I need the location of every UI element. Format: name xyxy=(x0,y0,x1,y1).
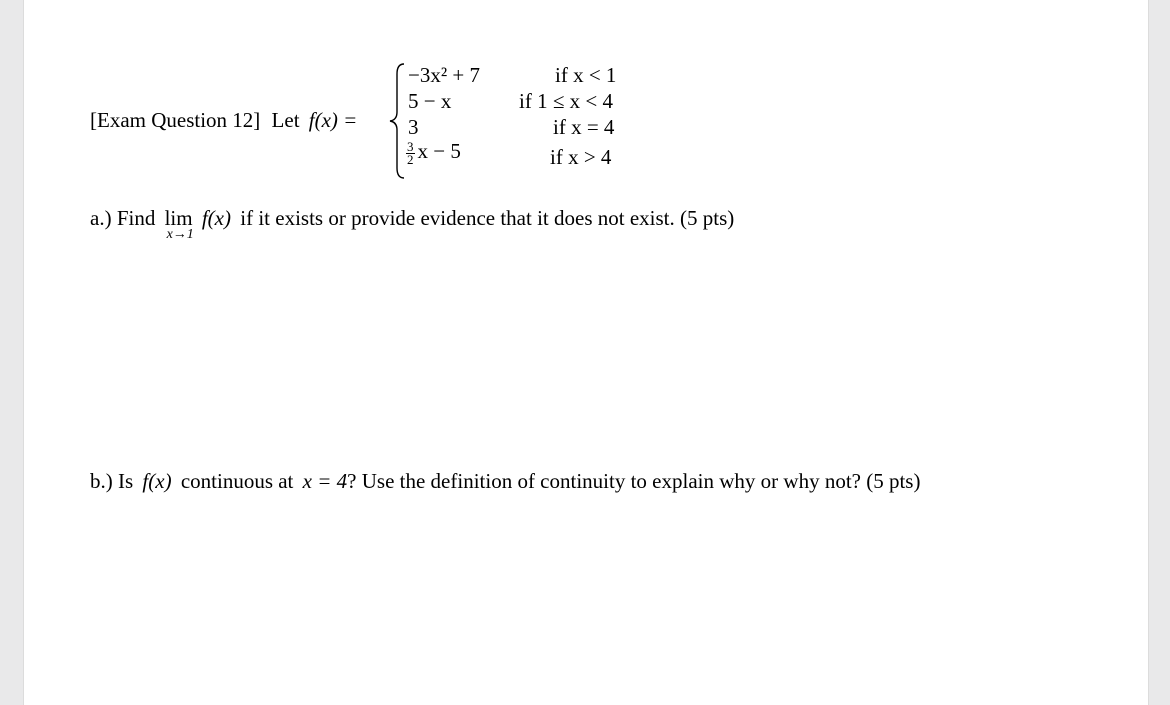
part-b-condition: x = 4 xyxy=(302,469,348,493)
part-a-prefix: a.) Find xyxy=(90,206,156,230)
function-name: f(x) = xyxy=(308,108,358,132)
let-word: Let xyxy=(271,108,300,132)
part-a-line xyxy=(90,206,735,242)
case-4-cond: if x > 4 xyxy=(550,145,612,169)
part-b-middle: continuous at xyxy=(180,469,294,493)
case-2-cond: if 1 ≤ x < 4 xyxy=(519,89,613,113)
lim-text: lim xyxy=(164,206,193,230)
case-3-expr: 3 xyxy=(408,115,419,139)
case-4-fraction: $\frac{3}{2}$ xyxy=(407,138,414,167)
piecewise-brace xyxy=(388,62,406,180)
document-page xyxy=(23,0,1149,705)
case-3-cond: if x = 4 xyxy=(553,115,615,139)
case-4-expr xyxy=(406,139,461,166)
case-1-cond: if x < 1 xyxy=(555,63,617,87)
case-2-expr: 5 − x xyxy=(408,89,452,113)
lim-subscript: x→1 xyxy=(166,227,194,242)
limit-operator xyxy=(164,206,194,242)
question-label-line xyxy=(90,108,357,133)
part-a-suffix: if it exists or provide evidence that it does not exist. (5 pts) xyxy=(240,206,735,230)
part-b-suffix: ? Use the definition of continuity to explain why or why not? (5 pts) xyxy=(347,469,921,493)
part-a-function: f(x) xyxy=(201,206,231,230)
part-b-prefix: b.) Is xyxy=(90,469,134,493)
part-b-line xyxy=(90,469,920,494)
question-label: [Exam Question 12] xyxy=(90,108,261,132)
case-4-rest: x − 5 xyxy=(417,139,461,163)
case-1-expr: −3x² + 7 xyxy=(408,63,480,87)
part-b-function: f(x) xyxy=(142,469,172,493)
